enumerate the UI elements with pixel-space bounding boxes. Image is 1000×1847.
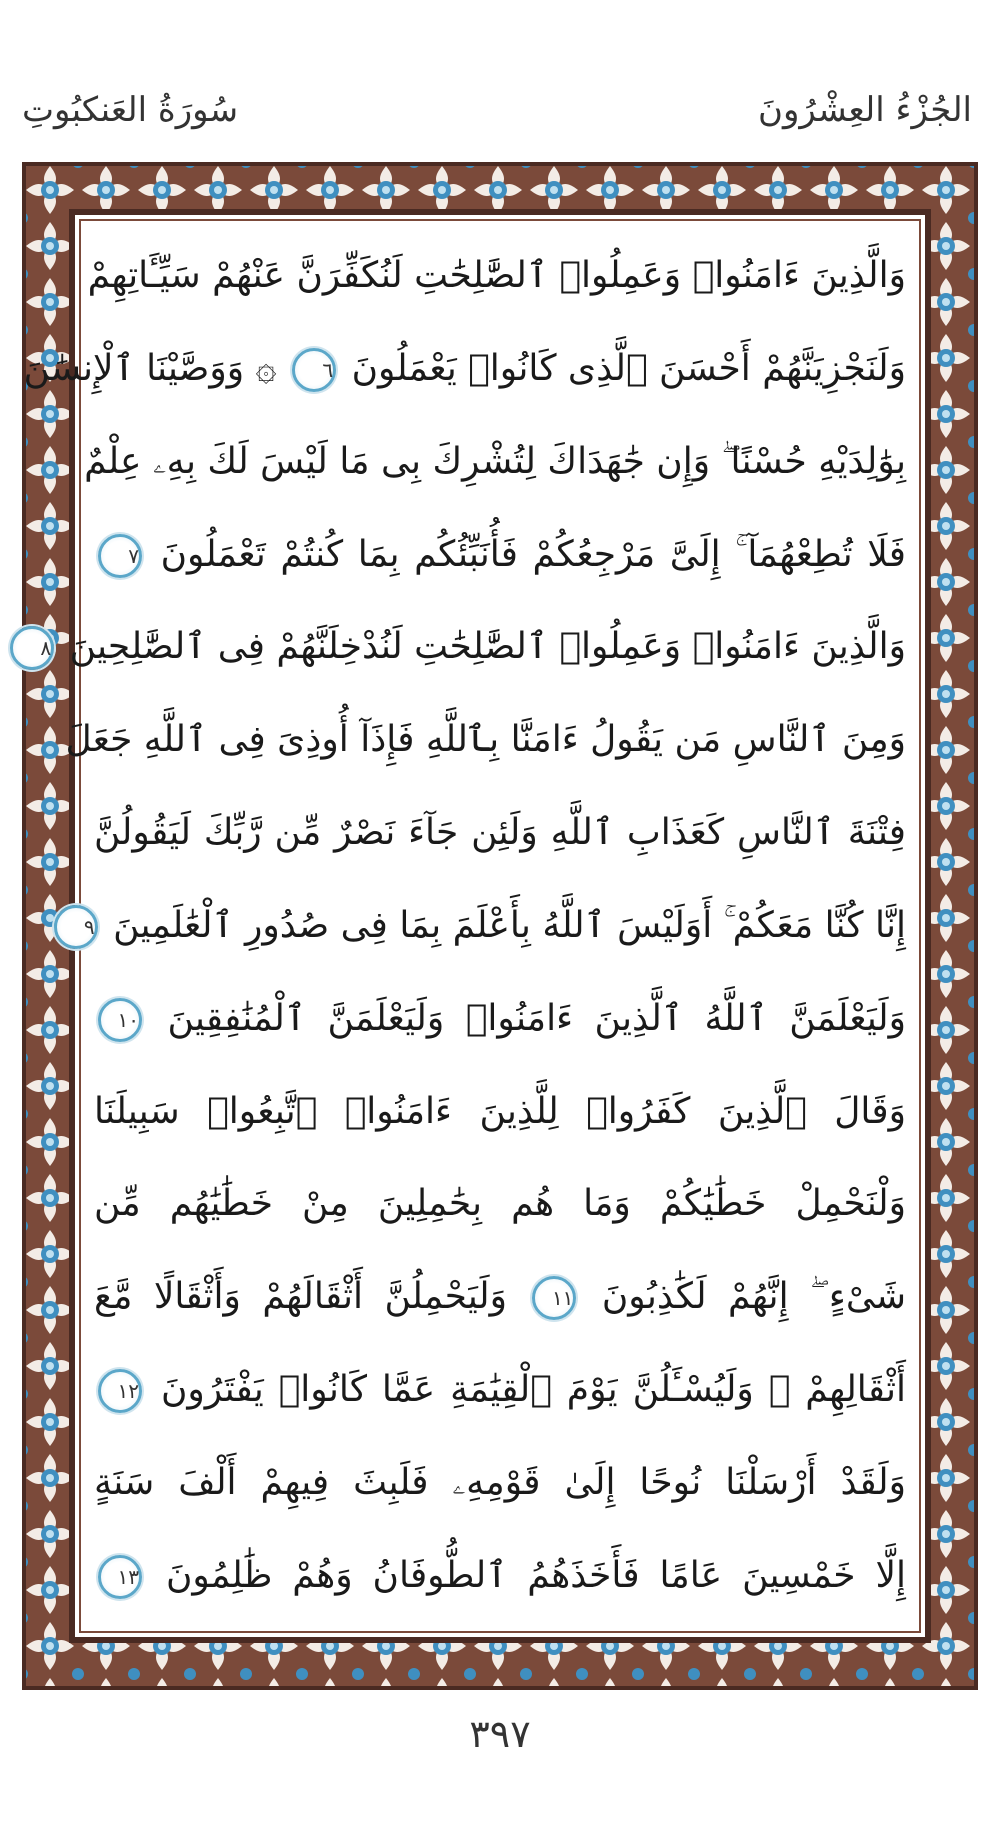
verse-text: بِوَٰلِدَيْهِ حُسْنًا ۖ وَإِن جَٰهَدَاكَ لِتُشْرِكَ بِى مَا لَيْسَ لَكَ بِهِۦ عِلْمٌ bbox=[84, 440, 906, 482]
ayah-number-marker: ٧ bbox=[98, 534, 142, 578]
text-line bbox=[94, 1257, 906, 1337]
verse-text: وَلَقَدْ أَرْسَلْنَا نُوحًا إِلَىٰ قَوْمِهِۦ فَلَبِثَ فِيهِمْ أَلْفَ سَنَةٍ bbox=[94, 1461, 906, 1503]
verse-text: وَلَيَعْلَمَنَّ ٱللَّهُ ٱلَّذِينَ ءَامَنُوا۟ وَلَيَعْلَمَنَّ ٱلْمُنَٰفِقِينَ bbox=[167, 997, 906, 1039]
ayah-number-marker: ١٢ bbox=[98, 1369, 142, 1413]
page-header bbox=[0, 90, 1000, 160]
text-line bbox=[94, 793, 906, 873]
text-line bbox=[40, 607, 906, 687]
juz-name: الجُزْءُ العِشْرُونَ bbox=[758, 90, 972, 130]
verse-text: إِنَّا كُنَّا مَعَكُمْ ۚ أَوَلَيْسَ ٱللَّهُ بِأَعْلَمَ بِمَا فِى صُدُورِ ٱلْعَٰلَمِينَ bbox=[113, 904, 906, 946]
verse-text: وَلَنَجْزِيَنَّهُمْ أَحْسَنَ ٱلَّذِى كَانُوا۟ يَعْمَلُونَ bbox=[351, 347, 906, 389]
verse-text: وَمِنَ ٱلنَّاسِ مَن يَقُولُ ءَامَنَّا بِٱللَّهِ فَإِذَآ أُوذِىَ فِى ٱللَّهِ جَعَلَ bbox=[65, 719, 906, 761]
verse-text-continued: وَلَيَحْمِلُنَّ أَثْقَالَهُمْ وَأَثْقَالًا مَّعَ bbox=[94, 1276, 508, 1318]
ayah-number-marker: ١٠ bbox=[98, 998, 142, 1042]
verse-text: أَثْقَالِهِمْ ۖ وَلَيُسْـَٔلُنَّ يَوْمَ ٱلْقِيَٰمَةِ عَمَّا كَانُوا۟ يَفْتَرُونَ bbox=[160, 1369, 906, 1411]
quran-text-area bbox=[23, 222, 918, 1630]
ayah-number-marker: ١١ bbox=[532, 1276, 576, 1320]
text-line bbox=[94, 1164, 906, 1244]
verse-text: إِلَّا خَمْسِينَ عَامًا فَأَخَذَهُمُ ٱلطُّوفَانُ وَهُمْ ظَٰلِمُونَ bbox=[165, 1554, 906, 1596]
ayah-number-marker: ٦ bbox=[292, 348, 336, 392]
text-line bbox=[65, 700, 906, 780]
text-line bbox=[94, 979, 906, 1059]
ayah-number-marker: ١٣ bbox=[98, 1555, 142, 1599]
verse-text: شَىْءٍ ۖ إِنَّهُمْ لَكَٰذِبُونَ bbox=[601, 1276, 906, 1318]
verse-text: وَقَالَ ٱلَّذِينَ كَفَرُوا۟ لِلَّذِينَ ءَامَنُوا۟ ٱتَّبِعُوا۟ سَبِيلَنَا bbox=[94, 1090, 906, 1132]
surah-name: سُورَةُ العَنكبُوتِ bbox=[22, 90, 239, 130]
ayah-number-marker: ٨ bbox=[10, 626, 54, 670]
ornamental-frame bbox=[22, 162, 978, 1690]
text-line bbox=[94, 1072, 906, 1152]
text-line bbox=[23, 329, 906, 409]
ayah-number-marker: ٩ bbox=[54, 905, 98, 949]
verse-text-continued: ۞ وَوَصَّيْنَا ٱلْإِنسَٰنَ bbox=[23, 347, 277, 389]
verse-text: وَلْنَحْمِلْ خَطَٰيَٰكُمْ وَمَا هُم بِحَٰمِلِينَ مِنْ خَطَٰيَٰهُم مِّن bbox=[94, 1183, 906, 1225]
text-line bbox=[94, 515, 906, 595]
verse-text: وَالَّذِينَ ءَامَنُوا۟ وَعَمِلُوا۟ ٱلصَّٰلِحَٰتِ لَنُكَفِّرَنَّ عَنْهُمْ سَيِّـَٔاتِهِمْ bbox=[87, 255, 906, 296]
text-line bbox=[94, 1536, 906, 1616]
text-line bbox=[87, 236, 906, 316]
verse-text: فَلَا تُطِعْهُمَآ ۚ إِلَىَّ مَرْجِعُكُمْ فَأُنَبِّئُكُم بِمَا كُنتُمْ تَعْمَلُونَ bbox=[160, 533, 906, 575]
text-line bbox=[83, 886, 906, 966]
text-line bbox=[84, 422, 906, 502]
page-number: ٣٩٧ bbox=[469, 1712, 531, 1756]
verse-text: فِتْنَةَ ٱلنَّاسِ كَعَذَابِ ٱللَّهِ وَلَئِن جَآءَ نَصْرٌ مِّن رَّبِّكَ لَيَقُولُنَّ bbox=[94, 812, 906, 854]
text-line bbox=[94, 1350, 906, 1430]
text-line bbox=[94, 1443, 906, 1523]
verse-text: وَالَّذِينَ ءَامَنُوا۟ وَعَمِلُوا۟ ٱلصَّٰلِحَٰتِ لَنُدْخِلَنَّهُمْ فِى ٱلصَّٰلِحِينَ bbox=[69, 626, 906, 668]
